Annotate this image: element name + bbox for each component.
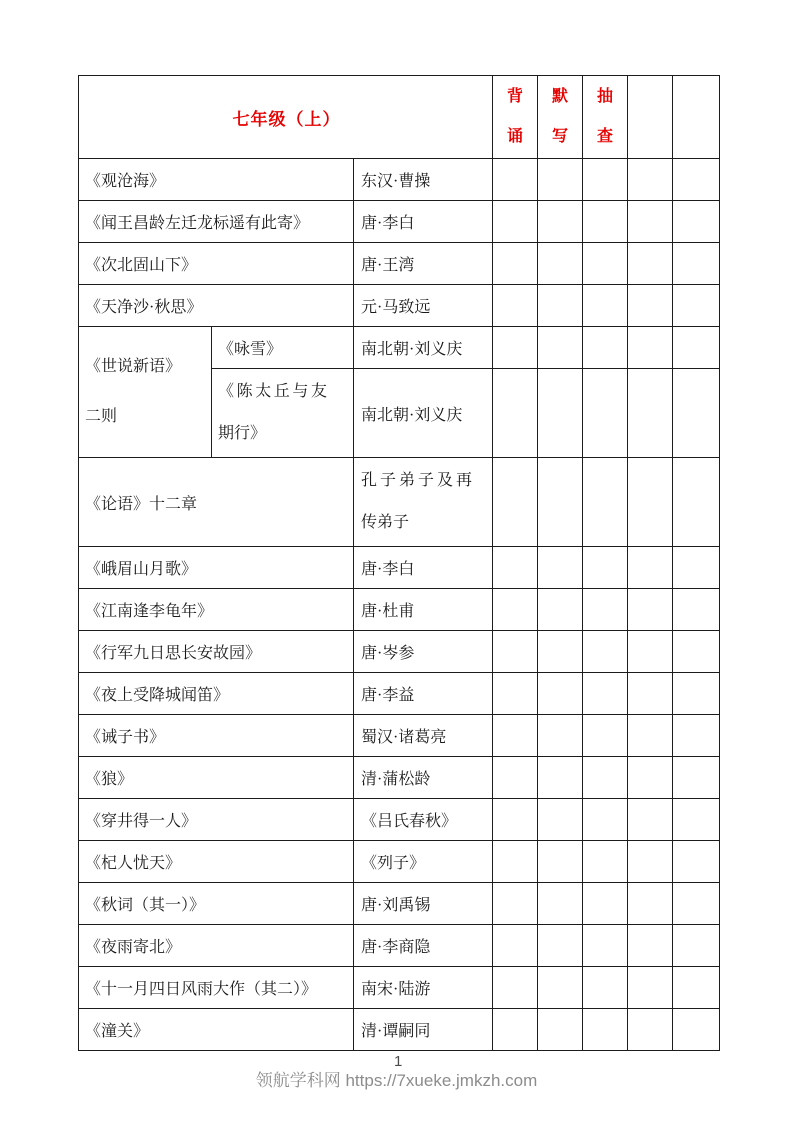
check-cell bbox=[583, 799, 628, 841]
check-cell bbox=[493, 715, 538, 757]
author-cell: 南北朝·刘义庆 bbox=[354, 369, 493, 458]
check-cell bbox=[673, 458, 720, 547]
table-row bbox=[79, 841, 720, 883]
check-cell bbox=[673, 369, 720, 458]
check-cell bbox=[538, 631, 583, 673]
table-row bbox=[79, 201, 720, 243]
check-cell bbox=[673, 285, 720, 327]
check-cell bbox=[493, 967, 538, 1009]
grade-title: 七年级（上） bbox=[232, 109, 341, 129]
table-row bbox=[79, 967, 720, 1009]
check-cell bbox=[673, 799, 720, 841]
poem-title-cell: 《十一月四日风雨大作（其二）》 bbox=[79, 967, 354, 1009]
check-cell bbox=[628, 327, 673, 369]
check-cell bbox=[538, 243, 583, 285]
poem-title-cell: 《江南逢李龟年》 bbox=[79, 589, 354, 631]
check-cell bbox=[538, 715, 583, 757]
check-cell bbox=[583, 547, 628, 589]
check-cell bbox=[673, 159, 720, 201]
table-row bbox=[79, 1009, 720, 1051]
poem-title-cell: 《穿井得一人》 bbox=[79, 799, 354, 841]
check-cell bbox=[628, 799, 673, 841]
author-cell: 《吕氏春秋》 bbox=[354, 799, 493, 841]
check-cell bbox=[628, 841, 673, 883]
check-cell bbox=[583, 967, 628, 1009]
column-header-label: 抽查 bbox=[597, 88, 614, 145]
column-header-empty-1 bbox=[628, 76, 673, 159]
table-row bbox=[79, 673, 720, 715]
table-row bbox=[79, 327, 720, 369]
poem-title-cell: 《秋词（其一）》 bbox=[79, 883, 354, 925]
table-row bbox=[79, 799, 720, 841]
header-row bbox=[79, 76, 720, 159]
check-cell bbox=[493, 1009, 538, 1051]
check-cell bbox=[538, 458, 583, 547]
author-cell: 《列子》 bbox=[354, 841, 493, 883]
check-cell bbox=[673, 1009, 720, 1051]
check-cell bbox=[628, 369, 673, 458]
check-cell bbox=[673, 631, 720, 673]
check-cell bbox=[493, 883, 538, 925]
check-cell bbox=[628, 967, 673, 1009]
author-cell: 蜀汉·诸葛亮 bbox=[354, 715, 493, 757]
check-cell bbox=[493, 925, 538, 967]
author-cell: 东汉·曹操 bbox=[354, 159, 493, 201]
check-cell bbox=[538, 285, 583, 327]
grade-title-cell bbox=[79, 76, 493, 159]
check-cell bbox=[628, 925, 673, 967]
check-cell bbox=[628, 715, 673, 757]
check-cell bbox=[493, 201, 538, 243]
check-cell bbox=[673, 589, 720, 631]
author-cell: 唐·李白 bbox=[354, 201, 493, 243]
check-cell bbox=[673, 243, 720, 285]
check-cell bbox=[493, 159, 538, 201]
check-cell bbox=[538, 673, 583, 715]
page-number: 1 bbox=[394, 1053, 403, 1070]
watermark-text: 领航学科网 https://7xueke.jmkzh.com bbox=[255, 1071, 538, 1090]
column-header-label: 背诵 bbox=[507, 88, 524, 145]
author-cell: 唐·刘禹锡 bbox=[354, 883, 493, 925]
author-cell: 唐·王湾 bbox=[354, 243, 493, 285]
check-cell bbox=[538, 925, 583, 967]
check-cell bbox=[673, 547, 720, 589]
check-cell bbox=[493, 327, 538, 369]
check-cell bbox=[583, 159, 628, 201]
poem-title-cell: 《次北固山下》 bbox=[79, 243, 354, 285]
author-cell: 唐·杜甫 bbox=[354, 589, 493, 631]
author-cell: 清·蒲松龄 bbox=[354, 757, 493, 799]
check-cell bbox=[628, 673, 673, 715]
group-title: 《世说新语》 二则 bbox=[85, 358, 182, 425]
check-cell bbox=[538, 757, 583, 799]
check-cell bbox=[628, 589, 673, 631]
table-row bbox=[79, 631, 720, 673]
poem-title-cell: 《杞人忧天》 bbox=[79, 841, 354, 883]
author-cell: 唐·李商隐 bbox=[354, 925, 493, 967]
check-cell bbox=[583, 201, 628, 243]
check-cell bbox=[538, 799, 583, 841]
column-header-spotcheck bbox=[583, 76, 628, 159]
poem-title-cell: 《潼关》 bbox=[79, 1009, 354, 1051]
check-cell bbox=[628, 631, 673, 673]
table-row bbox=[79, 285, 720, 327]
table-row bbox=[79, 159, 720, 201]
table-row bbox=[79, 757, 720, 799]
author-cell: 南北朝·刘义庆 bbox=[354, 327, 493, 369]
check-cell bbox=[583, 715, 628, 757]
check-cell bbox=[493, 458, 538, 547]
column-header-recite bbox=[493, 76, 538, 159]
table-row bbox=[79, 715, 720, 757]
check-cell bbox=[493, 547, 538, 589]
poem-title-cell: 《诫子书》 bbox=[79, 715, 354, 757]
check-cell bbox=[493, 631, 538, 673]
check-cell bbox=[538, 1009, 583, 1051]
author-cell: 唐·岑参 bbox=[354, 631, 493, 673]
check-cell bbox=[538, 327, 583, 369]
check-cell bbox=[673, 201, 720, 243]
check-cell bbox=[673, 673, 720, 715]
check-cell bbox=[583, 883, 628, 925]
author-cell: 唐·李白 bbox=[354, 547, 493, 589]
check-cell bbox=[583, 841, 628, 883]
check-cell bbox=[538, 201, 583, 243]
sub-title-cell: 《咏雪》 bbox=[212, 327, 354, 369]
check-cell bbox=[538, 589, 583, 631]
table-row bbox=[79, 458, 720, 547]
poem-title-cell: 《观沧海》 bbox=[79, 159, 354, 201]
check-cell bbox=[493, 841, 538, 883]
check-cell bbox=[583, 631, 628, 673]
poem-checklist-table bbox=[78, 75, 720, 1051]
check-cell bbox=[583, 458, 628, 547]
check-cell bbox=[628, 243, 673, 285]
check-cell bbox=[673, 715, 720, 757]
check-cell bbox=[583, 673, 628, 715]
table-row bbox=[79, 547, 720, 589]
poem-title-cell: 《论语》十二章 bbox=[79, 458, 354, 547]
check-cell bbox=[538, 547, 583, 589]
check-cell bbox=[628, 883, 673, 925]
check-cell bbox=[493, 285, 538, 327]
check-cell bbox=[493, 757, 538, 799]
check-cell bbox=[673, 967, 720, 1009]
check-cell bbox=[628, 458, 673, 547]
author-cell: 南宋·陆游 bbox=[354, 967, 493, 1009]
check-cell bbox=[673, 883, 720, 925]
check-cell bbox=[538, 841, 583, 883]
author-cell: 清·谭嗣同 bbox=[354, 1009, 493, 1051]
table-row bbox=[79, 883, 720, 925]
poem-title-cell: 《峨眉山月歌》 bbox=[79, 547, 354, 589]
author-cell: 孔子弟子及再传弟子 bbox=[354, 458, 493, 547]
check-cell bbox=[673, 925, 720, 967]
check-cell bbox=[583, 369, 628, 458]
check-cell bbox=[583, 1009, 628, 1051]
check-cell bbox=[538, 883, 583, 925]
poem-title-cell: 《闻王昌龄左迁龙标遥有此寄》 bbox=[79, 201, 354, 243]
check-cell bbox=[538, 159, 583, 201]
check-cell bbox=[538, 967, 583, 1009]
check-cell bbox=[583, 243, 628, 285]
check-cell bbox=[583, 327, 628, 369]
check-cell bbox=[493, 369, 538, 458]
check-cell bbox=[493, 243, 538, 285]
check-cell bbox=[493, 673, 538, 715]
check-cell bbox=[673, 841, 720, 883]
check-cell bbox=[493, 589, 538, 631]
poem-title-cell: 《夜上受降城闻笛》 bbox=[79, 673, 354, 715]
check-cell bbox=[583, 757, 628, 799]
check-cell bbox=[493, 799, 538, 841]
check-cell bbox=[628, 285, 673, 327]
check-cell bbox=[628, 1009, 673, 1051]
poem-title-cell: 《夜雨寄北》 bbox=[79, 925, 354, 967]
check-cell bbox=[538, 369, 583, 458]
table-row bbox=[79, 589, 720, 631]
poem-title-cell: 《行军九日思长安故园》 bbox=[79, 631, 354, 673]
check-cell bbox=[628, 159, 673, 201]
column-header-label: 默写 bbox=[552, 88, 569, 145]
poem-title-cell: 《狼》 bbox=[79, 757, 354, 799]
check-cell bbox=[628, 547, 673, 589]
check-cell bbox=[583, 589, 628, 631]
check-cell bbox=[673, 757, 720, 799]
table-row bbox=[79, 243, 720, 285]
author-cell: 元·马致远 bbox=[354, 285, 493, 327]
column-header-dictation bbox=[538, 76, 583, 159]
check-cell bbox=[583, 925, 628, 967]
column-header-empty-2 bbox=[673, 76, 720, 159]
group-title-cell bbox=[79, 327, 212, 458]
check-cell bbox=[628, 757, 673, 799]
check-cell bbox=[673, 327, 720, 369]
author-cell: 唐·李益 bbox=[354, 673, 493, 715]
poem-title-cell: 《天净沙·秋思》 bbox=[79, 285, 354, 327]
check-cell bbox=[628, 201, 673, 243]
table-row bbox=[79, 925, 720, 967]
sub-title-cell: 《陈太丘与友期行》 bbox=[212, 369, 354, 458]
check-cell bbox=[583, 285, 628, 327]
